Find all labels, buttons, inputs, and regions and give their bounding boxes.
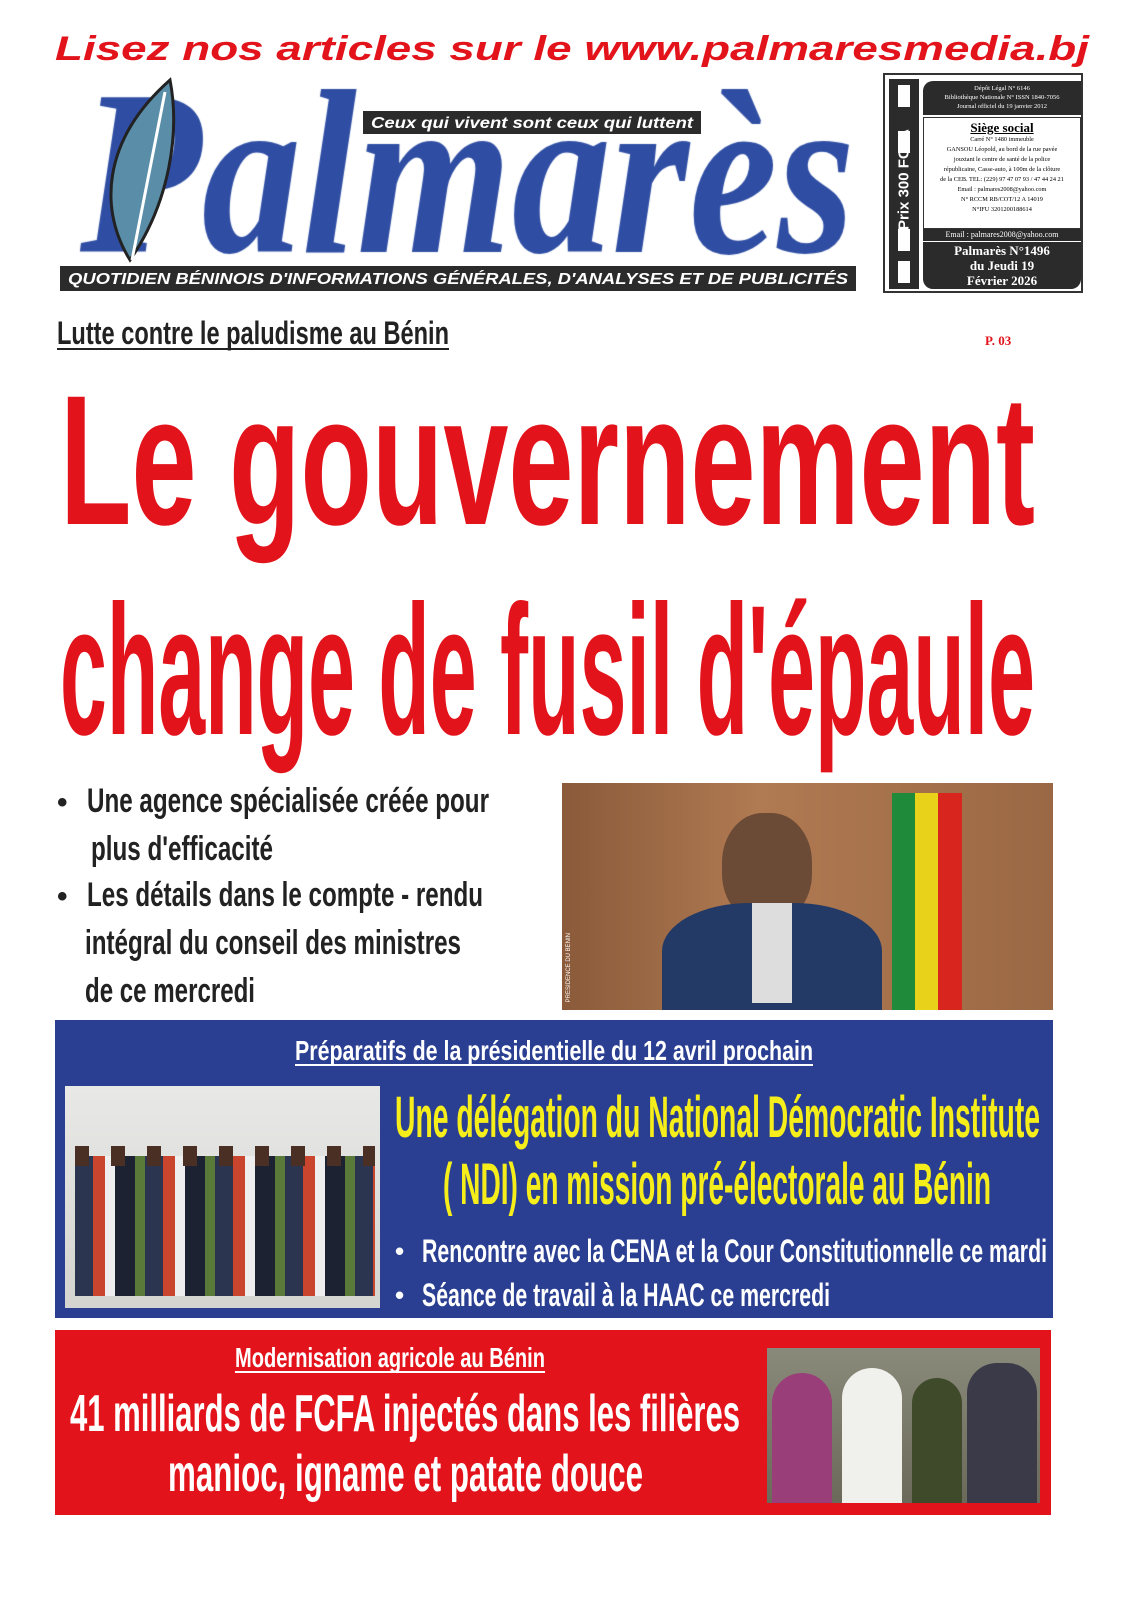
feather-icon	[111, 80, 174, 260]
ndi-section	[55, 1020, 1053, 1318]
issue-line: Février 2026	[966, 273, 1038, 288]
svg-text:•: •	[57, 880, 68, 913]
svg-text:intégral du conseil des minist: intégral du conseil des ministres	[85, 924, 461, 962]
ndi-group-photo[interactable]	[65, 1086, 380, 1308]
svg-text:Modernisation agricole au Béni: Modernisation agricole au Bénin	[235, 1342, 545, 1373]
svg-text:plus d'efficacité: plus d'efficacité	[91, 830, 273, 868]
head-office-line: républicaine, Casse-auto, à 100m de la clôture	[943, 166, 1061, 173]
svg-text:•: •	[395, 1236, 405, 1266]
svg-text:Séance de travail à la HAAC ce: Séance de travail à la HAAC ce mercredi	[422, 1277, 830, 1313]
svg-text:change de fusil d'épaule[interactable]: change de fusil d'épaule	[60, 568, 1035, 774]
agri-kicker[interactable]	[233, 1340, 549, 1378]
president-photo[interactable]	[562, 783, 1053, 1010]
price: Prix 300 FCFA	[895, 129, 913, 230]
website-banner[interactable]	[55, 28, 1091, 68]
email: Email : palmares2008@yahoo.com	[923, 229, 1081, 241]
page-ref: P. 03	[985, 333, 1012, 348]
agri-photo[interactable]	[767, 1348, 1040, 1503]
svg-text:Le gouvernement[interactable]: Le gouvernement	[60, 358, 1035, 564]
agri-headline-line-2[interactable]	[65, 1444, 755, 1503]
svg-text:Rencontre avec la CENA et la C: Rencontre avec la CENA et la Cour Constitutionnelle ce mardi	[422, 1233, 1047, 1269]
head-office-line: N° RCCM RB/COT/12 A 14019	[961, 196, 1043, 203]
depot-line: Bibliothèque Nationale N° ISSN 1840-7056	[944, 94, 1060, 101]
issue-line: Palmarès N°1496	[954, 243, 1050, 258]
head-office-line: N°IFU 3201200188614	[972, 206, 1032, 213]
info-box	[883, 73, 1083, 293]
tagline: Ceux qui vivent sont ceux qui luttent	[371, 115, 694, 132]
depot-line: Journal officiel du 19 janvier 2012	[957, 103, 1047, 110]
ndi-kicker[interactable]	[293, 1032, 818, 1072]
svg-text:Les détails dans le compte - r: Les détails dans le compte - rendu	[87, 876, 483, 914]
svg-text:Une délégation du National Dém: Une délégation du National Démocratic Institute	[395, 1085, 1040, 1150]
lead-headline-line-1[interactable]	[55, 356, 1045, 564]
svg-text:Lutte contre le paludisme au B[interactable]: Lutte contre le paludisme au Bénin	[57, 315, 449, 351]
banner-text[interactable]: Lisez nos articles sur le www.palmaresmedia.bj	[55, 30, 1091, 68]
agri-headline-line-1[interactable]	[65, 1384, 755, 1443]
ndi-headline-line-1[interactable]	[390, 1084, 1045, 1150]
issue-line: du Jeudi 19	[969, 258, 1035, 273]
head-office	[923, 117, 1081, 229]
depot-line: Dépôt Légal N° 6146	[974, 85, 1030, 92]
lead-bullets	[55, 782, 505, 1012]
agri-section	[55, 1330, 1051, 1515]
svg-text:•: •	[395, 1280, 405, 1310]
lead-headline-line-2[interactable]	[55, 566, 1045, 776]
legal-deposit	[923, 81, 1081, 115]
tagline-box	[363, 111, 701, 134]
photo-credit: PRÉSIDENCE DU BÉNIN	[566, 933, 572, 1003]
head-office-title: Siège social	[970, 120, 1034, 135]
svg-text:de ce mercredi: de ce mercredi	[85, 972, 255, 1010]
head-office-line: Carré N° 1480 immeuble	[970, 136, 1034, 143]
masthead-logo	[60, 72, 860, 264]
subtitle-bar	[60, 266, 856, 291]
svg-text:Préparatifs de la présidentiel: Préparatifs de la présidentielle du 12 avril prochain	[295, 1035, 813, 1066]
svg-text:manioc, igname et patate douce: manioc, igname et patate douce	[168, 1445, 643, 1503]
issue-info	[923, 242, 1081, 289]
lead-kicker[interactable]	[55, 312, 455, 354]
svg-text:Une agence spécialisée créée p: Une agence spécialisée créée pour	[87, 782, 489, 820]
head-office-line: Email : palmares2008@yahoo.com	[957, 186, 1047, 193]
price-bar	[889, 79, 919, 289]
head-office-line: de la CEB. TEL: (229) 97 47 07 93 / 47 44 24 21	[940, 176, 1064, 183]
svg-text:( NDI) en mission pré-électora: ( NDI) en mission pré-électorale au Bénin	[443, 1152, 991, 1217]
ndi-bullets	[390, 1228, 1050, 1318]
head-office-line: GANSOU Léopold, au bord de la rue pavée	[946, 146, 1058, 153]
head-office-line: jouxtant le centre de santé de la police	[953, 156, 1051, 163]
svg-text:•: •	[57, 786, 68, 819]
svg-text:41 milliards de FCFA injectés: 41 milliards de FCFA injectés dans les filières	[70, 1385, 740, 1443]
ndi-headline-line-2[interactable]	[390, 1151, 1045, 1217]
subtitle: QUOTIDIEN BÉNINOIS D'INFORMATIONS GÉNÉRALES, D'ANALYSES ET DE PUBLICITÉS	[68, 271, 747, 288]
